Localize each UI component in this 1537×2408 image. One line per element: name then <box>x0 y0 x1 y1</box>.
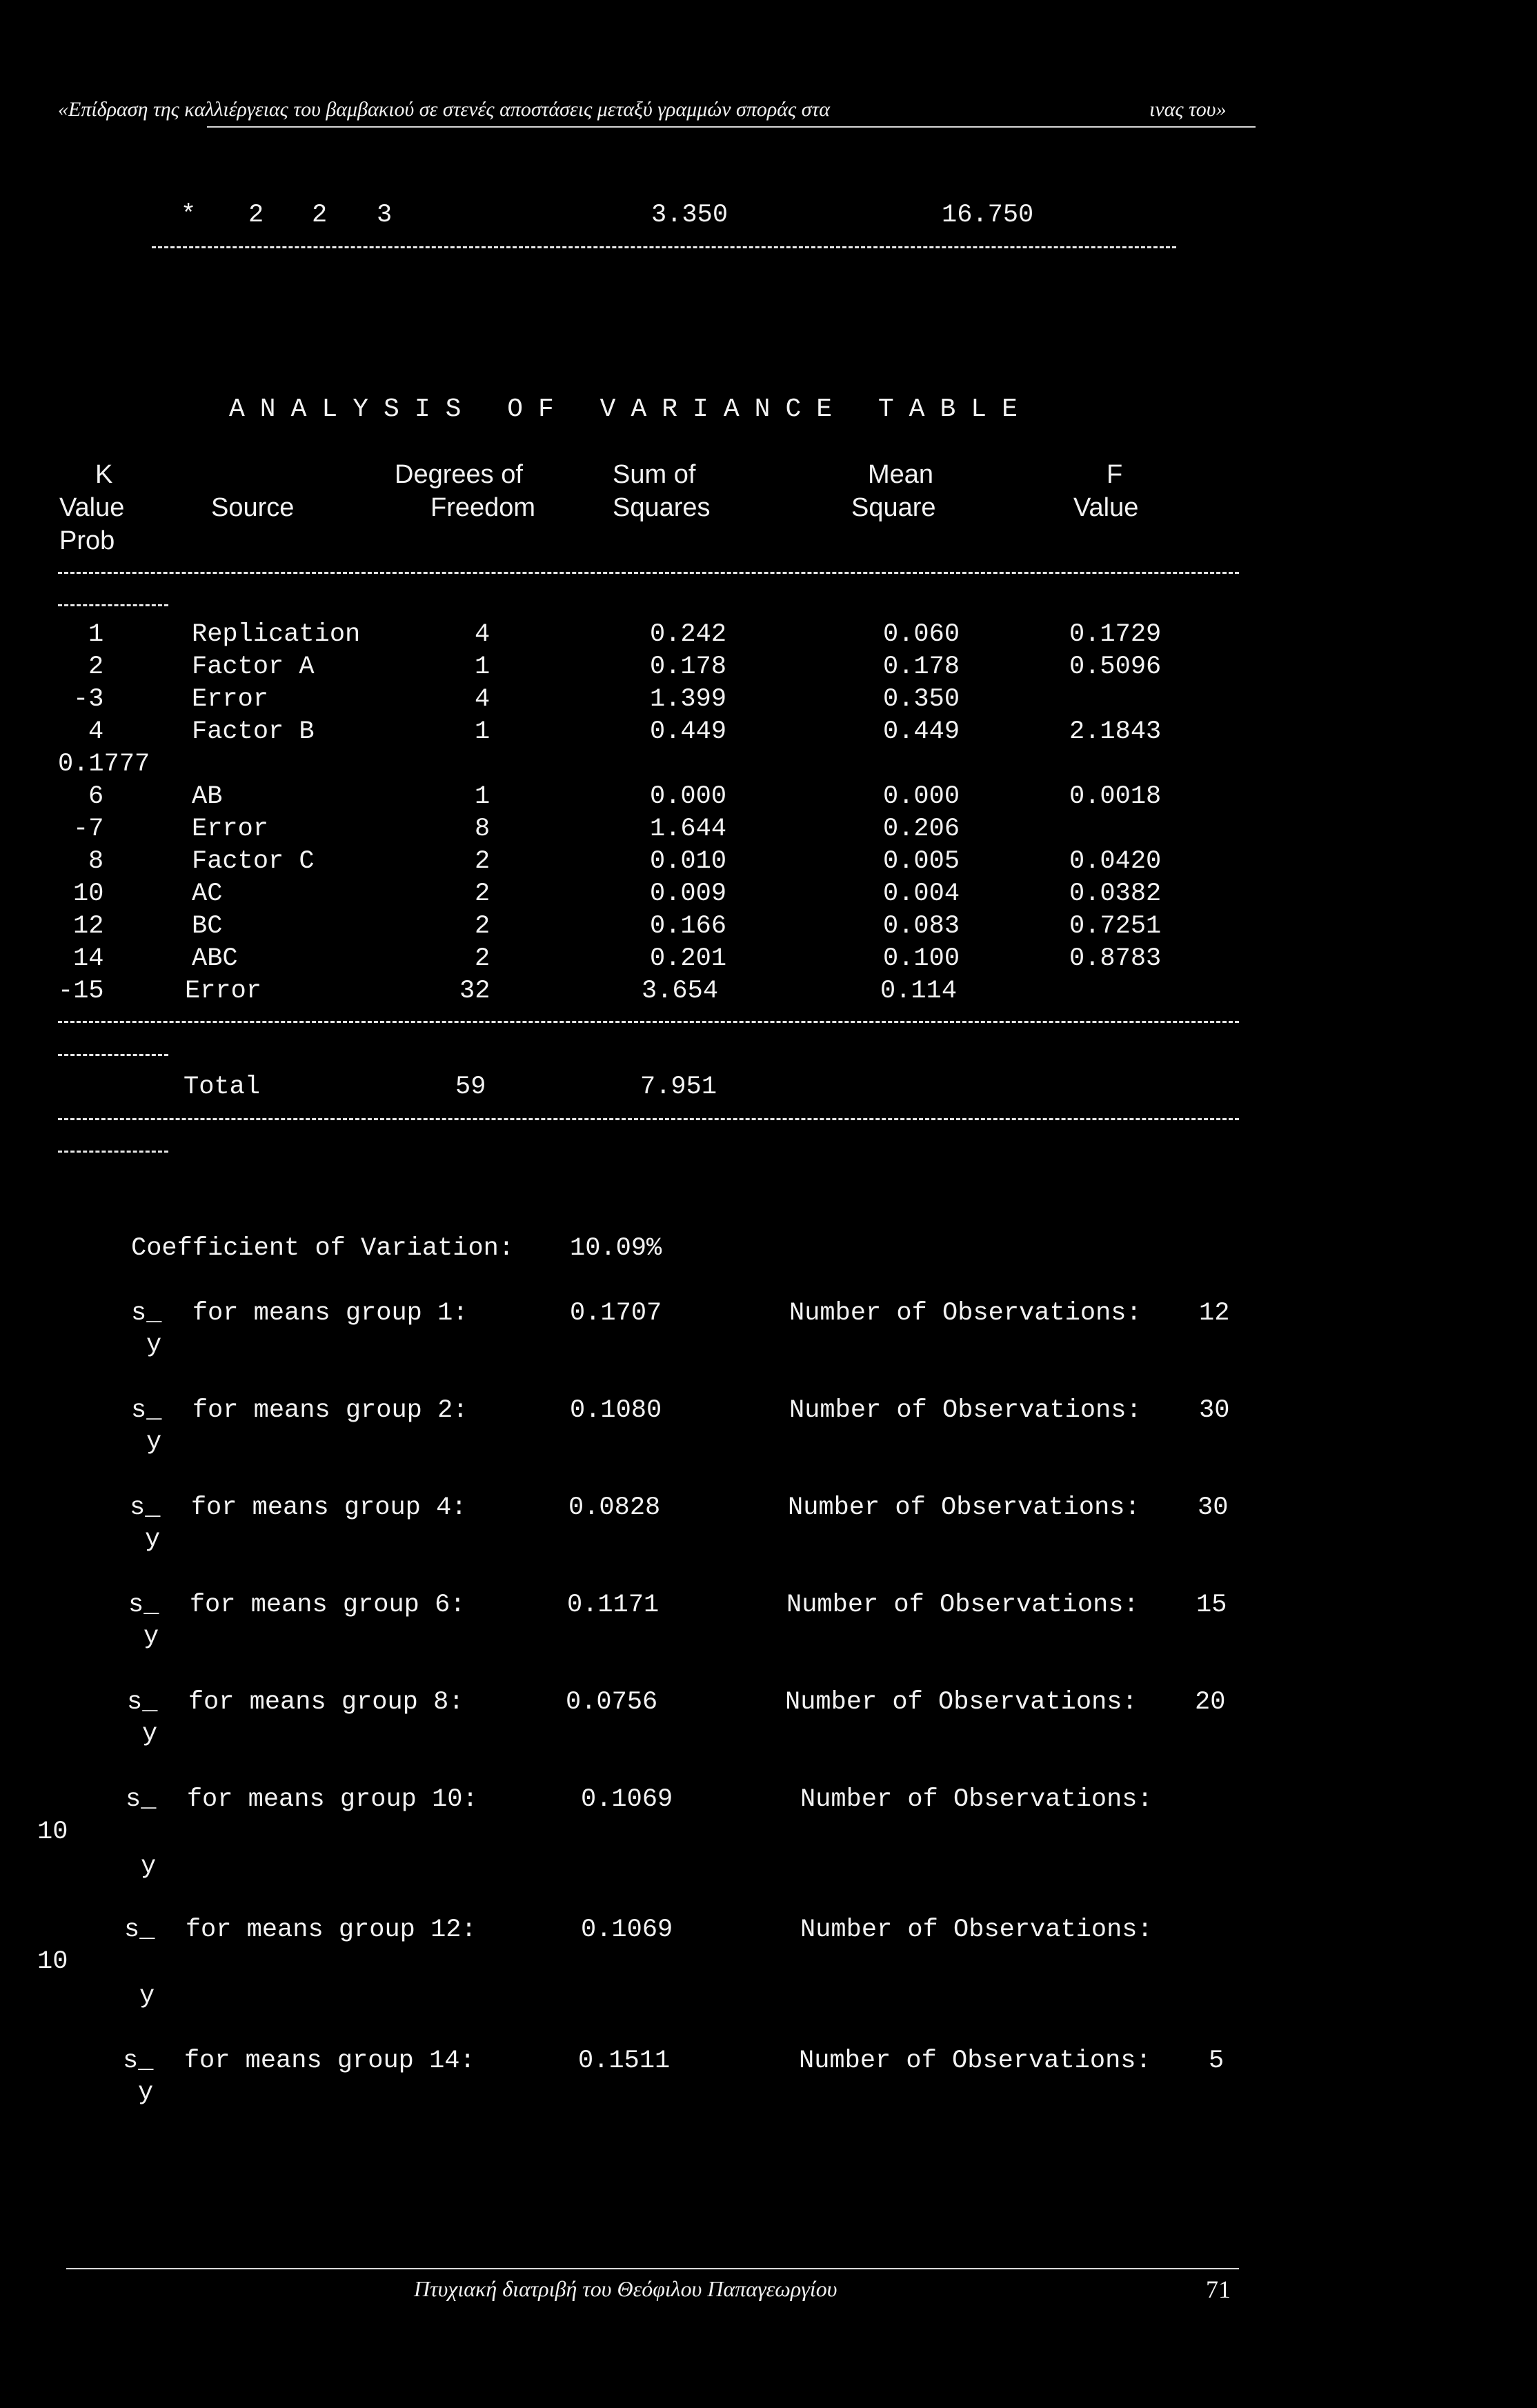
row-df: 2 <box>475 912 490 941</box>
row-ss: 0.009 <box>650 879 727 908</box>
obs-value-wrapped: 10 <box>37 1947 68 1976</box>
y-subscript: y <box>145 1525 161 1554</box>
row-k: -15 <box>58 977 104 1006</box>
row-ss: 1.399 <box>650 685 727 714</box>
row-k: 14 <box>73 944 104 973</box>
carryover-n2: 2 <box>312 201 328 230</box>
y-subscript: y <box>146 1428 162 1457</box>
means-value: 0.1171 <box>567 1591 660 1620</box>
means-value: 0.1069 <box>581 1916 673 1944</box>
obs-label: Number of Observations: <box>788 1493 1140 1522</box>
means-label: s_ for means group 14: <box>123 2047 475 2076</box>
means-label: s_ for means group 8: <box>127 1688 464 1717</box>
obs-value: 20 <box>1195 1688 1226 1717</box>
row-f: 0.7251 <box>1069 912 1162 941</box>
row-ss: 0.010 <box>650 847 727 876</box>
footer-thesis-note: Πτυχιακή διατριβή του Θεόφιλου Παπαγεωργίου <box>414 2276 837 2301</box>
anova-title: ANALYSIS OF VARIANCE TABLE <box>229 395 1033 424</box>
row-ms: 0.005 <box>883 847 960 876</box>
row-source: BC <box>192 912 223 941</box>
obs-label: Number of Observations: <box>800 1916 1153 1944</box>
header-underline <box>207 126 1256 128</box>
row-k: 10 <box>73 879 104 908</box>
row-source: Factor C <box>192 847 315 876</box>
y-subscript: y <box>143 1622 159 1651</box>
row-ss: 1.644 <box>650 815 727 844</box>
header-rule <box>58 572 1239 574</box>
header-k-value: Value <box>59 493 125 522</box>
cv-label: Coefficient of Variation: <box>131 1234 515 1263</box>
row-k: -3 <box>73 685 104 714</box>
obs-value: 12 <box>1199 1299 1230 1328</box>
row-source: AC <box>192 879 223 908</box>
row-ms: 0.060 <box>883 620 960 649</box>
row-df: 4 <box>475 620 490 649</box>
total-ss: 7.951 <box>640 1073 717 1102</box>
row-df: 8 <box>475 815 490 844</box>
row-ss: 0.000 <box>650 782 727 811</box>
row-ms: 0.083 <box>883 912 960 941</box>
header-k: K <box>95 460 113 489</box>
y-subscript: y <box>142 1720 158 1749</box>
row-k: 12 <box>73 912 104 941</box>
row-df: 32 <box>459 977 490 1006</box>
obs-label: Number of Observations: <box>789 1396 1142 1425</box>
cv-value: 10.09% <box>570 1234 662 1263</box>
row-df: 4 <box>475 685 490 714</box>
means-label: s_ for means group 10: <box>126 1785 478 1814</box>
row-f: 0.5096 <box>1069 653 1162 681</box>
row-ms: 0.178 <box>883 653 960 681</box>
row-ss: 0.166 <box>650 912 727 941</box>
rows-end-rule <box>58 1021 1239 1023</box>
obs-value: 30 <box>1198 1493 1229 1522</box>
obs-label: Number of Observations: <box>789 1299 1142 1328</box>
means-value: 0.0756 <box>566 1688 658 1717</box>
row-f: 2.1843 <box>1069 717 1162 746</box>
row-prob: 0.1777 <box>58 750 150 779</box>
footer-rule <box>66 2268 1239 2269</box>
obs-label: Number of Observations: <box>785 1688 1138 1717</box>
row-k: 6 <box>88 782 104 811</box>
row-df: 2 <box>475 879 490 908</box>
running-header-title: «Επίδραση της καλλιέργειας του βαμβακιού σε στενές αποστάσεις μεταξύ γραμμών σποράς στα <box>58 98 830 121</box>
means-label: s_ for means group 2: <box>131 1396 468 1425</box>
header-df-1: Degrees of <box>395 460 523 489</box>
row-f: 0.0420 <box>1069 847 1162 876</box>
row-df: 2 <box>475 847 490 876</box>
row-f: 0.0382 <box>1069 879 1162 908</box>
means-label: s_ for means group 1: <box>131 1299 468 1328</box>
row-df: 2 <box>475 944 490 973</box>
page-number: 71 <box>1206 2276 1231 2303</box>
row-ss: 0.201 <box>650 944 727 973</box>
row-ms: 0.350 <box>883 685 960 714</box>
row-ss: 0.178 <box>650 653 727 681</box>
carryover-v1: 3.350 <box>651 201 728 230</box>
obs-value: 30 <box>1199 1396 1230 1425</box>
row-df: 1 <box>475 782 490 811</box>
row-ms: 0.100 <box>883 944 960 973</box>
obs-value: 5 <box>1209 2047 1224 2076</box>
means-value: 0.1511 <box>578 2047 671 2076</box>
header-f-1: F <box>1107 460 1123 489</box>
header-ss-2: Squares <box>613 493 711 522</box>
row-df: 1 <box>475 653 490 681</box>
header-ms-2: Square <box>851 493 936 522</box>
row-source: Factor A <box>192 653 315 681</box>
header-source: Source <box>211 493 295 522</box>
row-ms: 0.000 <box>883 782 960 811</box>
means-value: 0.1069 <box>581 1785 673 1814</box>
row-ms: 0.004 <box>883 879 960 908</box>
row-ss: 0.242 <box>650 620 727 649</box>
row-ms: 0.449 <box>883 717 960 746</box>
row-df: 1 <box>475 717 490 746</box>
total-rule-wrap <box>58 1151 168 1153</box>
means-value: 0.0828 <box>568 1493 661 1522</box>
y-subscript: y <box>146 1331 162 1360</box>
means-value: 0.1080 <box>570 1396 662 1425</box>
header-prob: Prob <box>59 526 115 555</box>
row-ms: 0.206 <box>883 815 960 844</box>
y-subscript: y <box>139 1982 155 2011</box>
row-f: 0.1729 <box>1069 620 1162 649</box>
y-subscript: y <box>138 2078 154 2107</box>
running-header-suffix: ινας του» <box>1149 98 1227 121</box>
total-df: 59 <box>455 1073 486 1102</box>
means-label: s_ for means group 12: <box>124 1916 477 1944</box>
carryover-marker: * <box>181 201 197 230</box>
row-source: Error <box>192 815 269 844</box>
row-ms: 0.114 <box>880 977 958 1006</box>
row-k: 4 <box>88 717 104 746</box>
row-source: Replication <box>192 620 361 649</box>
row-k: 8 <box>88 847 104 876</box>
row-f: 0.8783 <box>1069 944 1162 973</box>
header-ss-1: Sum of <box>613 460 696 489</box>
carryover-rule <box>152 246 1176 248</box>
means-label: s_ for means group 6: <box>128 1591 466 1620</box>
row-source: ABC <box>192 944 238 973</box>
y-subscript: y <box>141 1852 157 1881</box>
means-label: s_ for means group 4: <box>130 1493 467 1522</box>
row-k: 1 <box>88 620 104 649</box>
carryover-n1: 2 <box>248 201 264 230</box>
row-ss: 0.449 <box>650 717 727 746</box>
row-source: AB <box>192 782 223 811</box>
carryover-v2: 16.750 <box>942 201 1034 230</box>
header-ms-1: Mean <box>868 460 934 489</box>
means-value: 0.1707 <box>570 1299 662 1328</box>
header-rule-wrap <box>58 604 168 606</box>
header-df-2: Freedom <box>430 493 536 522</box>
row-k: -7 <box>73 815 104 844</box>
header-f-2: Value <box>1073 493 1139 522</box>
row-ss: 3.654 <box>642 977 719 1006</box>
obs-label: Number of Observations: <box>800 1785 1153 1814</box>
row-f: 0.0018 <box>1069 782 1162 811</box>
obs-label: Number of Observations: <box>799 2047 1151 2076</box>
obs-label: Number of Observations: <box>786 1591 1139 1620</box>
row-source: Error <box>192 685 269 714</box>
carryover-n3: 3 <box>377 201 393 230</box>
row-source: Factor B <box>192 717 315 746</box>
rows-end-rule-wrap <box>58 1054 168 1056</box>
obs-value-wrapped: 10 <box>37 1818 68 1847</box>
row-k: 2 <box>88 653 104 681</box>
total-rule <box>58 1118 1239 1120</box>
obs-value: 15 <box>1196 1591 1227 1620</box>
total-label: Total <box>184 1073 261 1102</box>
row-source: Error <box>185 977 262 1006</box>
